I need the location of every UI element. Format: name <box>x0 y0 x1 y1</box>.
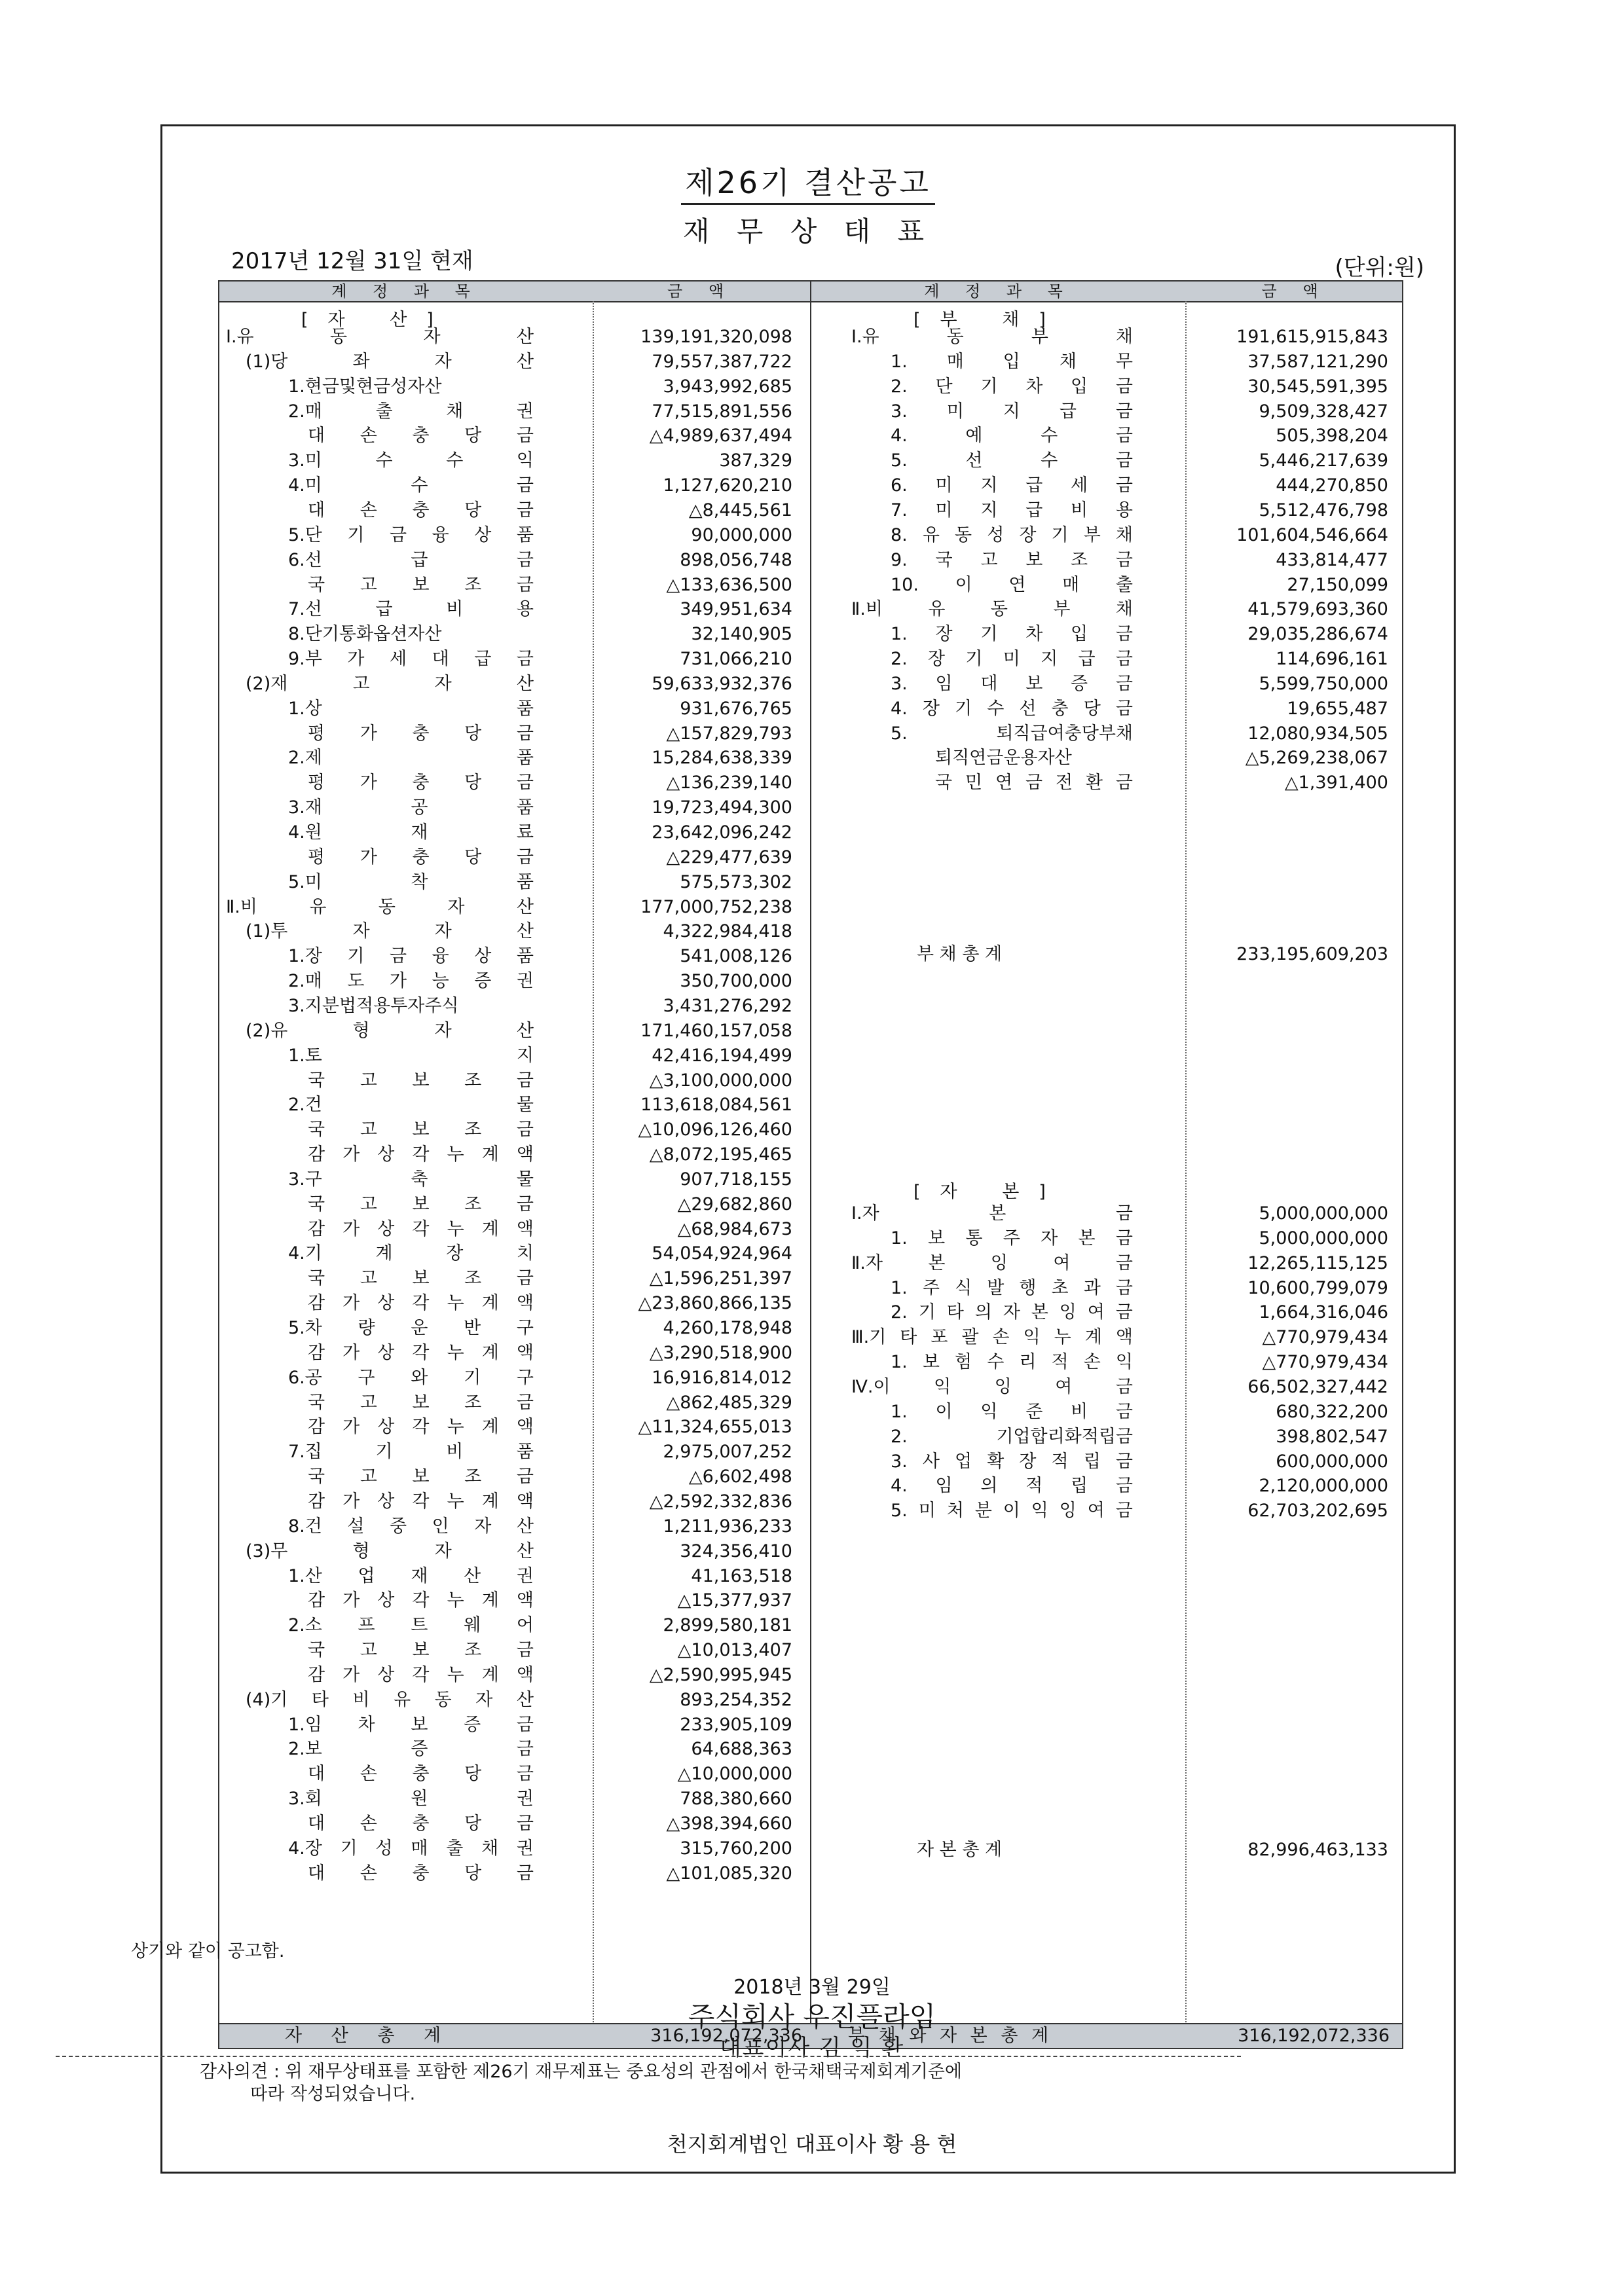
table-row <box>219 325 1405 349</box>
balance-sheet-table <box>218 280 1403 2049</box>
amount-value: △229,477,639 <box>666 847 792 867</box>
account-label: 2.보 증 금 <box>288 1739 534 1760</box>
table-row <box>219 919 1405 943</box>
table-row <box>219 1787 1405 1811</box>
amount-value: 1,127,620,210 <box>663 475 792 496</box>
account-label: 2.매 도 가 능 증 권 <box>288 971 534 992</box>
account-label: 1.산 업 재 산 권 <box>288 1565 534 1586</box>
table-row <box>219 1713 1405 1737</box>
table-row <box>219 1375 1405 1399</box>
amount-value: 15,284,638,339 <box>652 748 792 769</box>
amount-value: 41,579,693,360 <box>1247 599 1388 620</box>
equity-heading: [자 본] <box>913 1182 1065 1202</box>
amount-value: 1,664,316,046 <box>1259 1302 1388 1323</box>
account-label: 2.제 품 <box>288 748 534 769</box>
account-label: 국 고 보 조 금 <box>308 574 534 595</box>
account-label: 국 민 연 금 전 환 금 <box>935 773 1133 793</box>
account-label: 국 고 보 조 금 <box>308 1268 534 1289</box>
amount-value: 64,688,363 <box>691 1739 792 1760</box>
amount-value: 2,120,000,000 <box>1259 1476 1388 1497</box>
header-account-left: 계 정 과 목 <box>331 282 481 301</box>
table-row <box>219 1044 1405 1068</box>
equity-total-value: 82,996,463,133 <box>1247 1840 1388 1860</box>
ceo-name: 대표이사 김 익 환 <box>719 2035 905 2061</box>
table-row <box>219 448 1405 473</box>
table-row <box>219 845 1405 869</box>
amount-value: △862,485,329 <box>666 1392 792 1413</box>
account-label: 2. 기 타 의 자 본 잉 여 금 <box>891 1302 1133 1323</box>
amount-value: △1,596,251,397 <box>649 1268 792 1289</box>
table-row <box>219 721 1405 746</box>
table-row <box>219 1762 1405 1786</box>
account-label: 4.미 수 금 <box>288 475 534 496</box>
amount-value: 233,905,109 <box>680 1714 792 1735</box>
amount-value: △136,239,140 <box>666 773 792 793</box>
table-row <box>219 820 1405 845</box>
amount-value: 398,802,547 <box>1276 1426 1388 1447</box>
account-label: 국 고 보 조 금 <box>308 1640 534 1661</box>
amount-value: 680,322,200 <box>1276 1401 1388 1422</box>
liabilities-heading: [부 채] <box>913 310 1065 330</box>
table-row <box>219 771 1405 795</box>
table-row <box>219 1688 1405 1712</box>
amount-value: 4,260,178,948 <box>663 1318 792 1338</box>
table-row <box>219 1613 1405 1637</box>
amount-value: 788,380,660 <box>680 1789 792 1810</box>
account-label: 2.건 물 <box>288 1095 534 1116</box>
account-label: 2. 단 기 차 입 금 <box>891 376 1133 397</box>
table-row <box>219 1118 1405 1142</box>
account-label: 9.부 가 세 대 급 금 <box>288 649 534 670</box>
assets-heading: [자 산] <box>301 310 453 330</box>
header-amount-right: 금 액 <box>1261 282 1329 301</box>
amount-value: △15,377,937 <box>677 1590 792 1611</box>
amount-value: △6,602,498 <box>688 1467 792 1487</box>
amount-value: 5,599,750,000 <box>1259 673 1388 694</box>
amount-value: 600,000,000 <box>1276 1451 1388 1472</box>
account-label: 4.기 계 장 치 <box>288 1243 534 1264</box>
account-label: 국 고 보 조 금 <box>308 1070 534 1091</box>
account-label: 3.구 축 물 <box>288 1169 534 1190</box>
account-label: 8.단기통화옵션자산 <box>288 624 442 645</box>
table-row <box>219 1449 1405 1474</box>
table-row <box>219 1588 1405 1613</box>
unit-label: (단위:원) <box>1335 255 1424 281</box>
table-row <box>219 573 1405 597</box>
account-label: 5.단 기 금 융 상 품 <box>288 524 534 545</box>
amount-value: 731,066,210 <box>680 649 792 670</box>
account-label: 7. 미 지 급 비 용 <box>891 500 1133 520</box>
amount-value: 5,000,000,000 <box>1259 1228 1388 1248</box>
amount-value: 19,723,494,300 <box>652 797 792 818</box>
account-label: 3. 사 업 확 장 적 립 금 <box>891 1451 1133 1472</box>
table-row <box>219 1539 1405 1563</box>
amount-value: 37,587,121,290 <box>1247 351 1388 372</box>
amount-value: 931,676,765 <box>680 698 792 719</box>
table-row <box>219 1300 1405 1324</box>
audit-opinion: 감사의견 : 위 재무상태표를 포함한 제26기 재무제표는 중요성의 관점에서 한국채택국제회계기준에 따라 작성되었습니다. <box>200 2062 962 2104</box>
amount-value: 54,054,924,964 <box>652 1243 792 1264</box>
account-label: 5.미 착 품 <box>288 871 534 892</box>
table-row <box>219 795 1405 820</box>
account-label: 1. 보 통 주 자 본 금 <box>891 1228 1133 1248</box>
amount-value: 90,000,000 <box>691 524 792 545</box>
notice-frame <box>160 124 1456 2174</box>
amount-value: 19,655,487 <box>1287 698 1388 719</box>
table-row <box>219 1812 1405 1836</box>
table-row <box>219 1226 1405 1250</box>
amount-value: 898,056,748 <box>680 549 792 570</box>
amount-value: 1,211,936,233 <box>663 1516 792 1537</box>
table-row <box>219 895 1405 919</box>
account-label: 감 가 상 각 누 계 액 <box>308 1664 534 1685</box>
account-label: 감 가 상 각 누 계 액 <box>308 1144 534 1165</box>
account-label: 대 손 충 당 금 <box>308 1863 534 1884</box>
account-label: 국 고 보 조 금 <box>308 1467 534 1487</box>
amount-value: △68,984,673 <box>677 1218 792 1239</box>
account-label: 5. 퇴직급여충당부채 <box>891 723 1133 744</box>
amount-value: 324,356,410 <box>680 1540 792 1561</box>
table-row <box>219 1564 1405 1588</box>
table-row <box>219 1400 1405 1424</box>
amount-value: △1,391,400 <box>1284 773 1388 793</box>
amount-value: 387,329 <box>719 450 792 471</box>
table-row <box>219 548 1405 572</box>
account-label: 9. 국 고 보 조 금 <box>891 549 1133 570</box>
amount-value: 433,814,477 <box>1276 549 1388 570</box>
amount-value: 3,943,992,685 <box>663 376 792 397</box>
account-label: Ⅰ.자 본 금 <box>851 1203 1133 1224</box>
account-label: 6.공 구 와 기 구 <box>288 1367 534 1388</box>
account-label: 1. 주 식 발 행 초 과 금 <box>891 1277 1133 1298</box>
amount-value: 9,509,328,427 <box>1259 401 1388 422</box>
company-name: 주식회사 우진플라임 <box>688 2001 936 2033</box>
account-label: 2.매 출 채 권 <box>288 401 534 422</box>
notice-title: 제26기 결산공고 <box>162 159 1454 202</box>
amount-value: 12,080,934,505 <box>1247 723 1388 744</box>
amount-value: 350,700,000 <box>680 971 792 992</box>
account-label: 감 가 상 각 누 계 액 <box>308 1417 534 1438</box>
liab-equity-total-value: 316,192,072,336 <box>1238 2026 1390 2046</box>
header-amount-left: 금 액 <box>667 282 734 301</box>
account-label: 5. 선 수 금 <box>891 450 1133 471</box>
account-label: 7.선 급 비 용 <box>288 599 534 620</box>
amount-value: 191,615,915,843 <box>1236 327 1388 347</box>
account-label: Ⅰ.유 동 부 채 <box>851 327 1133 347</box>
amount-value: 2,899,580,181 <box>663 1615 792 1636</box>
amount-value: 79,557,387,722 <box>652 351 792 372</box>
amount-value: △3,290,518,900 <box>649 1342 792 1363</box>
account-label: 퇴직연금운용자산 <box>935 748 1072 769</box>
table-row <box>219 498 1405 522</box>
amount-value: 62,703,202,695 <box>1247 1501 1388 1522</box>
amount-value: △29,682,860 <box>677 1194 792 1214</box>
amount-value: 893,254,352 <box>680 1689 792 1710</box>
account-label: 8.건 설 중 인 자 산 <box>288 1516 534 1537</box>
account-label: 1.임 차 보 증 금 <box>288 1714 534 1735</box>
amount-value: 575,573,302 <box>680 871 792 892</box>
account-label: 3. 임 대 보 증 금 <box>891 673 1133 694</box>
amount-value: 66,502,327,442 <box>1247 1376 1388 1397</box>
account-label: 4. 예 수 금 <box>891 426 1133 446</box>
amount-value: △8,072,195,465 <box>649 1144 792 1165</box>
account-label: 대 손 충 당 금 <box>308 426 534 446</box>
amount-value: △5,269,238,067 <box>1245 748 1388 769</box>
amount-value: 23,642,096,242 <box>652 822 792 843</box>
amount-value: 139,191,320,098 <box>640 327 792 347</box>
account-label: 감 가 상 각 누 계 액 <box>308 1491 534 1512</box>
account-label: 국 고 보 조 금 <box>308 1194 534 1214</box>
amount-value: 42,416,194,499 <box>652 1045 792 1066</box>
account-label: (3)무 형 자 산 <box>246 1540 534 1561</box>
account-label: (1)당 좌 자 산 <box>246 351 534 372</box>
account-label: 3.회 원 권 <box>288 1789 534 1810</box>
table-row <box>219 350 1405 374</box>
notice-date: 2018년 3월 29일 <box>733 1976 891 1999</box>
amount-value: △8,445,561 <box>688 500 792 520</box>
account-label: 감 가 상 각 누 계 액 <box>308 1293 534 1314</box>
account-label: Ⅳ.이 익 잉 여 금 <box>851 1376 1133 1397</box>
table-row <box>219 1019 1405 1043</box>
account-label: 4.장 기 성 매 출 채 권 <box>288 1838 534 1859</box>
table-row <box>219 647 1405 671</box>
amount-value: 349,951,634 <box>680 599 792 620</box>
table-row <box>219 523 1405 547</box>
table-row <box>219 1167 1405 1192</box>
amount-value: △11,324,655,013 <box>638 1417 792 1438</box>
table-row <box>219 399 1405 424</box>
account-label: Ⅱ.자 본 잉 여 금 <box>851 1252 1133 1273</box>
liab-total-value: 233,195,609,203 <box>1236 944 1388 964</box>
account-label: 1. 매 입 채 무 <box>891 351 1133 372</box>
account-label: 1.장 기 금 융 상 품 <box>288 946 534 967</box>
account-label: 4. 임 의 적 립 금 <box>891 1476 1133 1497</box>
amount-value: △10,000,000 <box>677 1764 792 1785</box>
amount-value: 5,446,217,639 <box>1259 450 1388 471</box>
amount-value: 29,035,286,674 <box>1247 624 1388 645</box>
account-label: 감 가 상 각 누 계 액 <box>308 1590 534 1611</box>
table-row <box>219 1093 1405 1117</box>
table-row <box>219 473 1405 498</box>
amount-value: △770,979,434 <box>1262 1352 1388 1373</box>
table-row <box>219 1068 1405 1093</box>
account-label: 7.집 기 비 품 <box>288 1442 534 1463</box>
amount-value: 171,460,157,058 <box>640 1020 792 1041</box>
account-label: 국 고 보 조 금 <box>308 1392 534 1413</box>
amount-value: △23,860,866,135 <box>638 1293 792 1314</box>
account-label: 1.토 지 <box>288 1045 534 1066</box>
statement-title: 재 무 상 태 표 <box>682 215 934 247</box>
table-row <box>219 622 1405 646</box>
account-label: 4. 장 기 수 선 충 당 금 <box>891 698 1133 719</box>
table-row <box>219 994 1405 1018</box>
account-label: 1.현금및현금성자산 <box>288 376 442 397</box>
account-label: 2.소 프 트 웨 어 <box>288 1615 534 1636</box>
account-label: 3.재 공 품 <box>288 797 534 818</box>
account-label: (1)투 자 자 산 <box>246 921 534 942</box>
amount-value: △3,100,000,000 <box>649 1070 792 1091</box>
equity-total-label: 자 본 총 계 <box>917 1840 1003 1860</box>
account-label: 대 손 충 당 금 <box>308 1764 534 1785</box>
account-label: 1. 장 기 차 입 금 <box>891 624 1133 645</box>
account-label: Ⅱ.비 유 동 부 채 <box>851 599 1133 620</box>
account-label: 3.미 수 수 익 <box>288 450 534 471</box>
amount-value: △133,636,500 <box>666 574 792 595</box>
account-label: 4.원 재 료 <box>288 822 534 843</box>
amount-value: 444,270,850 <box>1276 475 1388 496</box>
account-label: 8. 유 동 성 장 기 부 채 <box>891 524 1133 545</box>
amount-value: 30,545,591,395 <box>1247 376 1388 397</box>
amount-value: 27,150,099 <box>1287 574 1388 595</box>
account-label: 대 손 충 당 금 <box>308 500 534 520</box>
account-label: Ⅲ.기 타 포 괄 손 익 누 계 액 <box>851 1327 1133 1348</box>
amount-value: 4,322,984,418 <box>663 921 792 942</box>
amount-value: 10,600,799,079 <box>1247 1277 1388 1298</box>
account-label: 1.상 품 <box>288 698 534 719</box>
table-row <box>219 374 1405 399</box>
account-label: 감 가 상 각 누 계 액 <box>308 1342 534 1363</box>
account-label: Ⅰ.유 동 자 산 <box>226 327 534 347</box>
account-label: 5.차 량 운 반 구 <box>288 1318 534 1338</box>
amount-value: 3,431,276,292 <box>663 995 792 1016</box>
amount-value: 505,398,204 <box>1276 426 1388 446</box>
amount-value: 2,975,007,252 <box>663 1442 792 1463</box>
amount-value: △101,085,320 <box>666 1863 792 1884</box>
auditor-name: 천지회계법인 대표이사 황 용 현 <box>667 2132 957 2157</box>
table-row <box>219 1861 1405 1886</box>
account-label: 평 가 충 당 금 <box>308 723 534 744</box>
account-label: 1. 보 험 수 리 적 손 익 <box>891 1352 1133 1373</box>
report-date: 2017년 12월 31일 현재 <box>231 248 473 274</box>
assets-total-value: 316,192,072,336 <box>650 2026 802 2046</box>
account-label: 평 가 충 당 금 <box>308 847 534 867</box>
amount-value: 101,604,546,664 <box>1236 524 1388 545</box>
account-label: 2. 기업합리화적립금 <box>891 1426 1133 1447</box>
account-label: (4)기 타 비 유 동 자 산 <box>246 1689 534 1710</box>
amount-value: △770,979,434 <box>1262 1327 1388 1348</box>
amount-value: △157,829,793 <box>666 723 792 744</box>
account-label: 6.선 급 금 <box>288 549 534 570</box>
account-label: 3.지분법적용투자주식 <box>288 995 459 1016</box>
account-label: 감 가 상 각 누 계 액 <box>308 1218 534 1239</box>
account-label: 평 가 충 당 금 <box>308 773 534 793</box>
table-row <box>219 969 1405 993</box>
table-row <box>219 746 1405 770</box>
table-row <box>219 1425 1405 1449</box>
account-label: 국 고 보 조 금 <box>308 1120 534 1140</box>
amount-value: △2,590,995,945 <box>649 1664 792 1685</box>
amount-value: 113,618,084,561 <box>640 1095 792 1116</box>
amount-value: △4,989,637,494 <box>649 426 792 446</box>
amount-value: 12,265,115,125 <box>1247 1252 1388 1273</box>
account-label: 10. 이 연 매 출 <box>891 574 1133 595</box>
amount-value: 541,008,126 <box>680 946 792 967</box>
amount-value: △2,592,332,836 <box>649 1491 792 1512</box>
amount-value: △10,096,126,460 <box>638 1120 792 1140</box>
liab-equity-total-label: 부 채 와 자 본 총 계 <box>848 2026 1053 2046</box>
assets-total-label: 자 산 총 계 <box>285 2026 453 2046</box>
table-row <box>219 1142 1405 1167</box>
amount-value: 5,512,476,798 <box>1259 500 1388 520</box>
amount-value: 77,515,891,556 <box>652 401 792 422</box>
account-label: 5. 미 처 분 이 익 잉 여 금 <box>891 1501 1133 1522</box>
amount-value: 114,696,161 <box>1276 649 1388 670</box>
header-account-right: 계 정 과 목 <box>924 282 1073 301</box>
dashed-divider <box>56 2056 1241 2057</box>
amount-value: 907,718,155 <box>680 1169 792 1190</box>
amount-value: △398,394,660 <box>666 1813 792 1834</box>
table-row <box>219 1638 1405 1662</box>
amount-value: 16,916,814,012 <box>652 1367 792 1388</box>
amount-value: △10,013,407 <box>677 1640 792 1661</box>
table-row <box>219 1663 1405 1687</box>
table-row <box>219 1737 1405 1761</box>
amount-value: 177,000,752,238 <box>640 896 792 917</box>
account-label: (2)재 고 자 산 <box>246 673 534 694</box>
table-row <box>219 424 1405 448</box>
amount-value: 5,000,000,000 <box>1259 1203 1388 1224</box>
amount-value: 59,633,932,376 <box>652 673 792 694</box>
account-label: Ⅱ.비 유 동 자 산 <box>226 896 534 917</box>
table-row <box>219 1251 1405 1275</box>
table-row <box>219 1325 1405 1349</box>
table-row <box>219 597 1405 621</box>
table-row <box>219 1276 1405 1300</box>
table-row <box>219 1474 1405 1498</box>
amount-value: 32,140,905 <box>691 624 792 645</box>
table-row <box>219 1499 1405 1523</box>
notice-statement: 상기와 같이 공고함. <box>131 1941 285 1961</box>
table-row <box>219 697 1405 721</box>
account-label: 1. 이 익 준 비 금 <box>891 1401 1133 1422</box>
amount-value: 41,163,518 <box>691 1565 792 1586</box>
amount-value: 315,760,200 <box>680 1838 792 1859</box>
table-row <box>219 1201 1405 1226</box>
account-label: (2)유 형 자 산 <box>246 1020 534 1041</box>
table-row <box>219 1350 1405 1374</box>
liab-total-label: 부 채 총 계 <box>917 944 1003 964</box>
account-label: 2. 장 기 미 지 급 금 <box>891 649 1133 670</box>
account-label: 6. 미 지 급 세 금 <box>891 475 1133 496</box>
account-label: 대 손 충 당 금 <box>308 1813 534 1834</box>
table-row <box>219 870 1405 894</box>
account-label: 3. 미 지 급 금 <box>891 401 1133 422</box>
table-row <box>219 672 1405 696</box>
